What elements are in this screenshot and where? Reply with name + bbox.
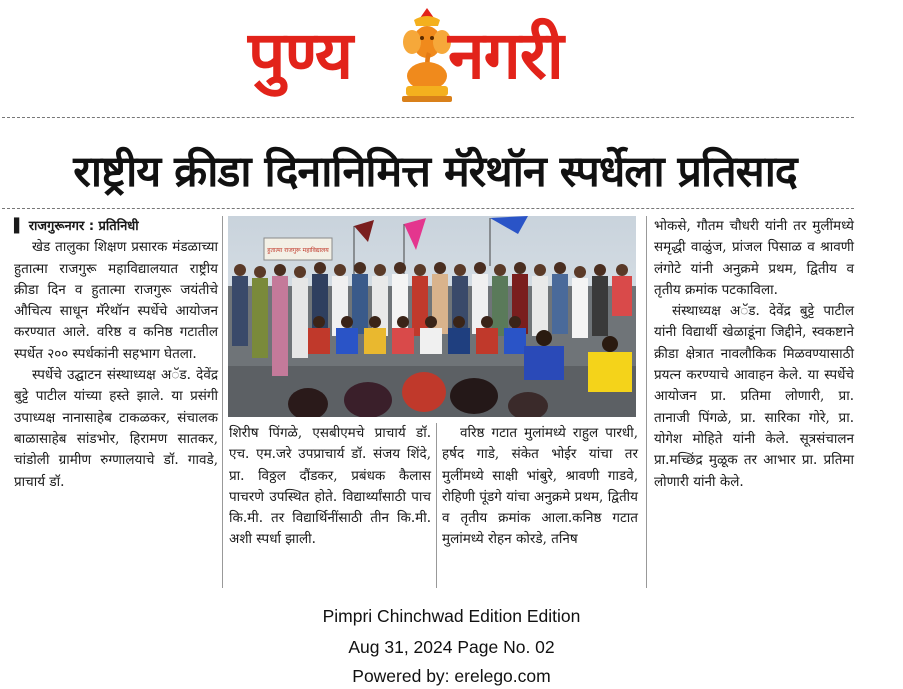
headline-divider xyxy=(2,208,854,209)
footer-powered-by[interactable]: Powered by: erelego.com xyxy=(352,666,551,686)
footer-edition: Pimpri Chinchwad Edition Edition xyxy=(322,606,581,626)
paragraph: संस्थाध्यक्ष अॅड. देवेंद्र बुट्टे पाटील यांनी विद्यार्थी खेळाडूंना जिद्दीने, स्वकष्टाने क्रीडा क्षेत्रात नावलौकिक मिळवण्यासाठी प्रयत्न करण्याचे आवाहन केले. या स्पर्धेचे आयोजन प्रा. प्रतिमा लोणारी, प्रा. तानाजी पिंगळे, प्रा. सारिका गोरे, प्रा. योगेश मोहिते यांनी केले. सूत्रसंचालन प्रा.मच्छिंद्र मुळूक तर आभार प्रा. प्रतिमा लोणारी यांनी केले. xyxy=(654,303,854,490)
paragraph: स्पर्धेचे उद्घाटन संस्थाध्यक्ष अॅड. देवेंद्र बुट्टे पाटील यांच्या हस्ते झाले. या प्रसंगी उपाध्यक्ष नानासाहेब टाकळकर, संचालक बाळासाहेब सांडभोर, हिरामण सातकर, चांडोली ग्रामीण रुग्णालयाचे डॉ. गावडे, प्राचार्य डॉ. xyxy=(14,367,218,490)
article-headline: राष्ट्रीय क्रीडा दिनानिमित्त मॅरेथॉन स्पर्धेला प्रतिसाद xyxy=(73,147,797,197)
masthead-name-right: नगरी xyxy=(448,17,563,94)
byline: ▌ राजगुरूनगर : प्रतिनिधी xyxy=(14,218,139,234)
article-column-1 xyxy=(14,216,218,493)
column-divider xyxy=(646,216,647,588)
top-divider xyxy=(2,117,854,118)
masthead-name-left: पुण्य xyxy=(248,17,353,94)
column-divider xyxy=(222,216,223,588)
paragraph: शिरीष पिंगळे, एसबीएमचे प्राचार्य डॉ. एच. एम.जरे उपप्राचार्य डॉ. संजय शिंदे, प्रा. विठ्ठल दौंडकर, प्रबंधक कैलास पाचरणे उपस्थित होते. विद्यार्थ्यांसाठी पाच कि.मी. तर विद्यार्थिनींसाठी तीन कि.मी. अशी स्पर्धा झाली. xyxy=(229,425,431,548)
article-photo xyxy=(228,216,636,417)
byline-bullet-icon: ▌ xyxy=(14,218,25,234)
footer-date-page: Aug 31, 2024 Page No. 02 xyxy=(348,637,555,657)
paragraph: खेड तालुका शिक्षण प्रसारक मंडळाच्या हुतात्मा राजगुरू महाविद्यालयात राष्ट्रीय क्रीडा दिन व हुतात्मा राजगुरू जयंतीचे औचित्य साधून मॅरेथॉन स्पर्धेचे आयोजन करण्यात आले. वरिष्ठ व कनिष्ठ गटातील स्पर्धेत २०० स्पर्धकांनी सहभाग घेतला. xyxy=(14,239,218,362)
column-divider xyxy=(436,423,437,588)
masthead xyxy=(0,0,903,112)
paragraph: भोकसे, गौतम चौधरी यांनी तर मुलींमध्ये समृद्धी वाळुंज, प्रांजल पिसाळ व श्रावणी लंगोटे यांनी अनुक्रमे प्रथम, द्वितीय व तृतीय क्रमांक पटकाविला. xyxy=(654,218,854,298)
article-column-2 xyxy=(229,423,431,551)
article-column-4 xyxy=(654,216,854,493)
photo-banner-text: हुतात्मा राजगुरू महाविद्यालय xyxy=(267,247,329,254)
marathon-group-photo xyxy=(228,216,636,417)
article-column-3 xyxy=(442,423,638,551)
paragraph: वरिष्ठ गटात मुलांमध्ये राहुल पारधी, हर्षद गाडे, संकेत भोईर यांचा तर मुलींमध्ये साक्षी भांबुरे, श्रावणी गाडवे, रोहिणी पूंडगे यांचा अनुक्रमे प्रथम, द्वितीय व तृतीय क्रमांक आला.कनिष्ठ गटात मुलांमध्ये रोहन कोरडे, तनिष xyxy=(442,425,638,548)
